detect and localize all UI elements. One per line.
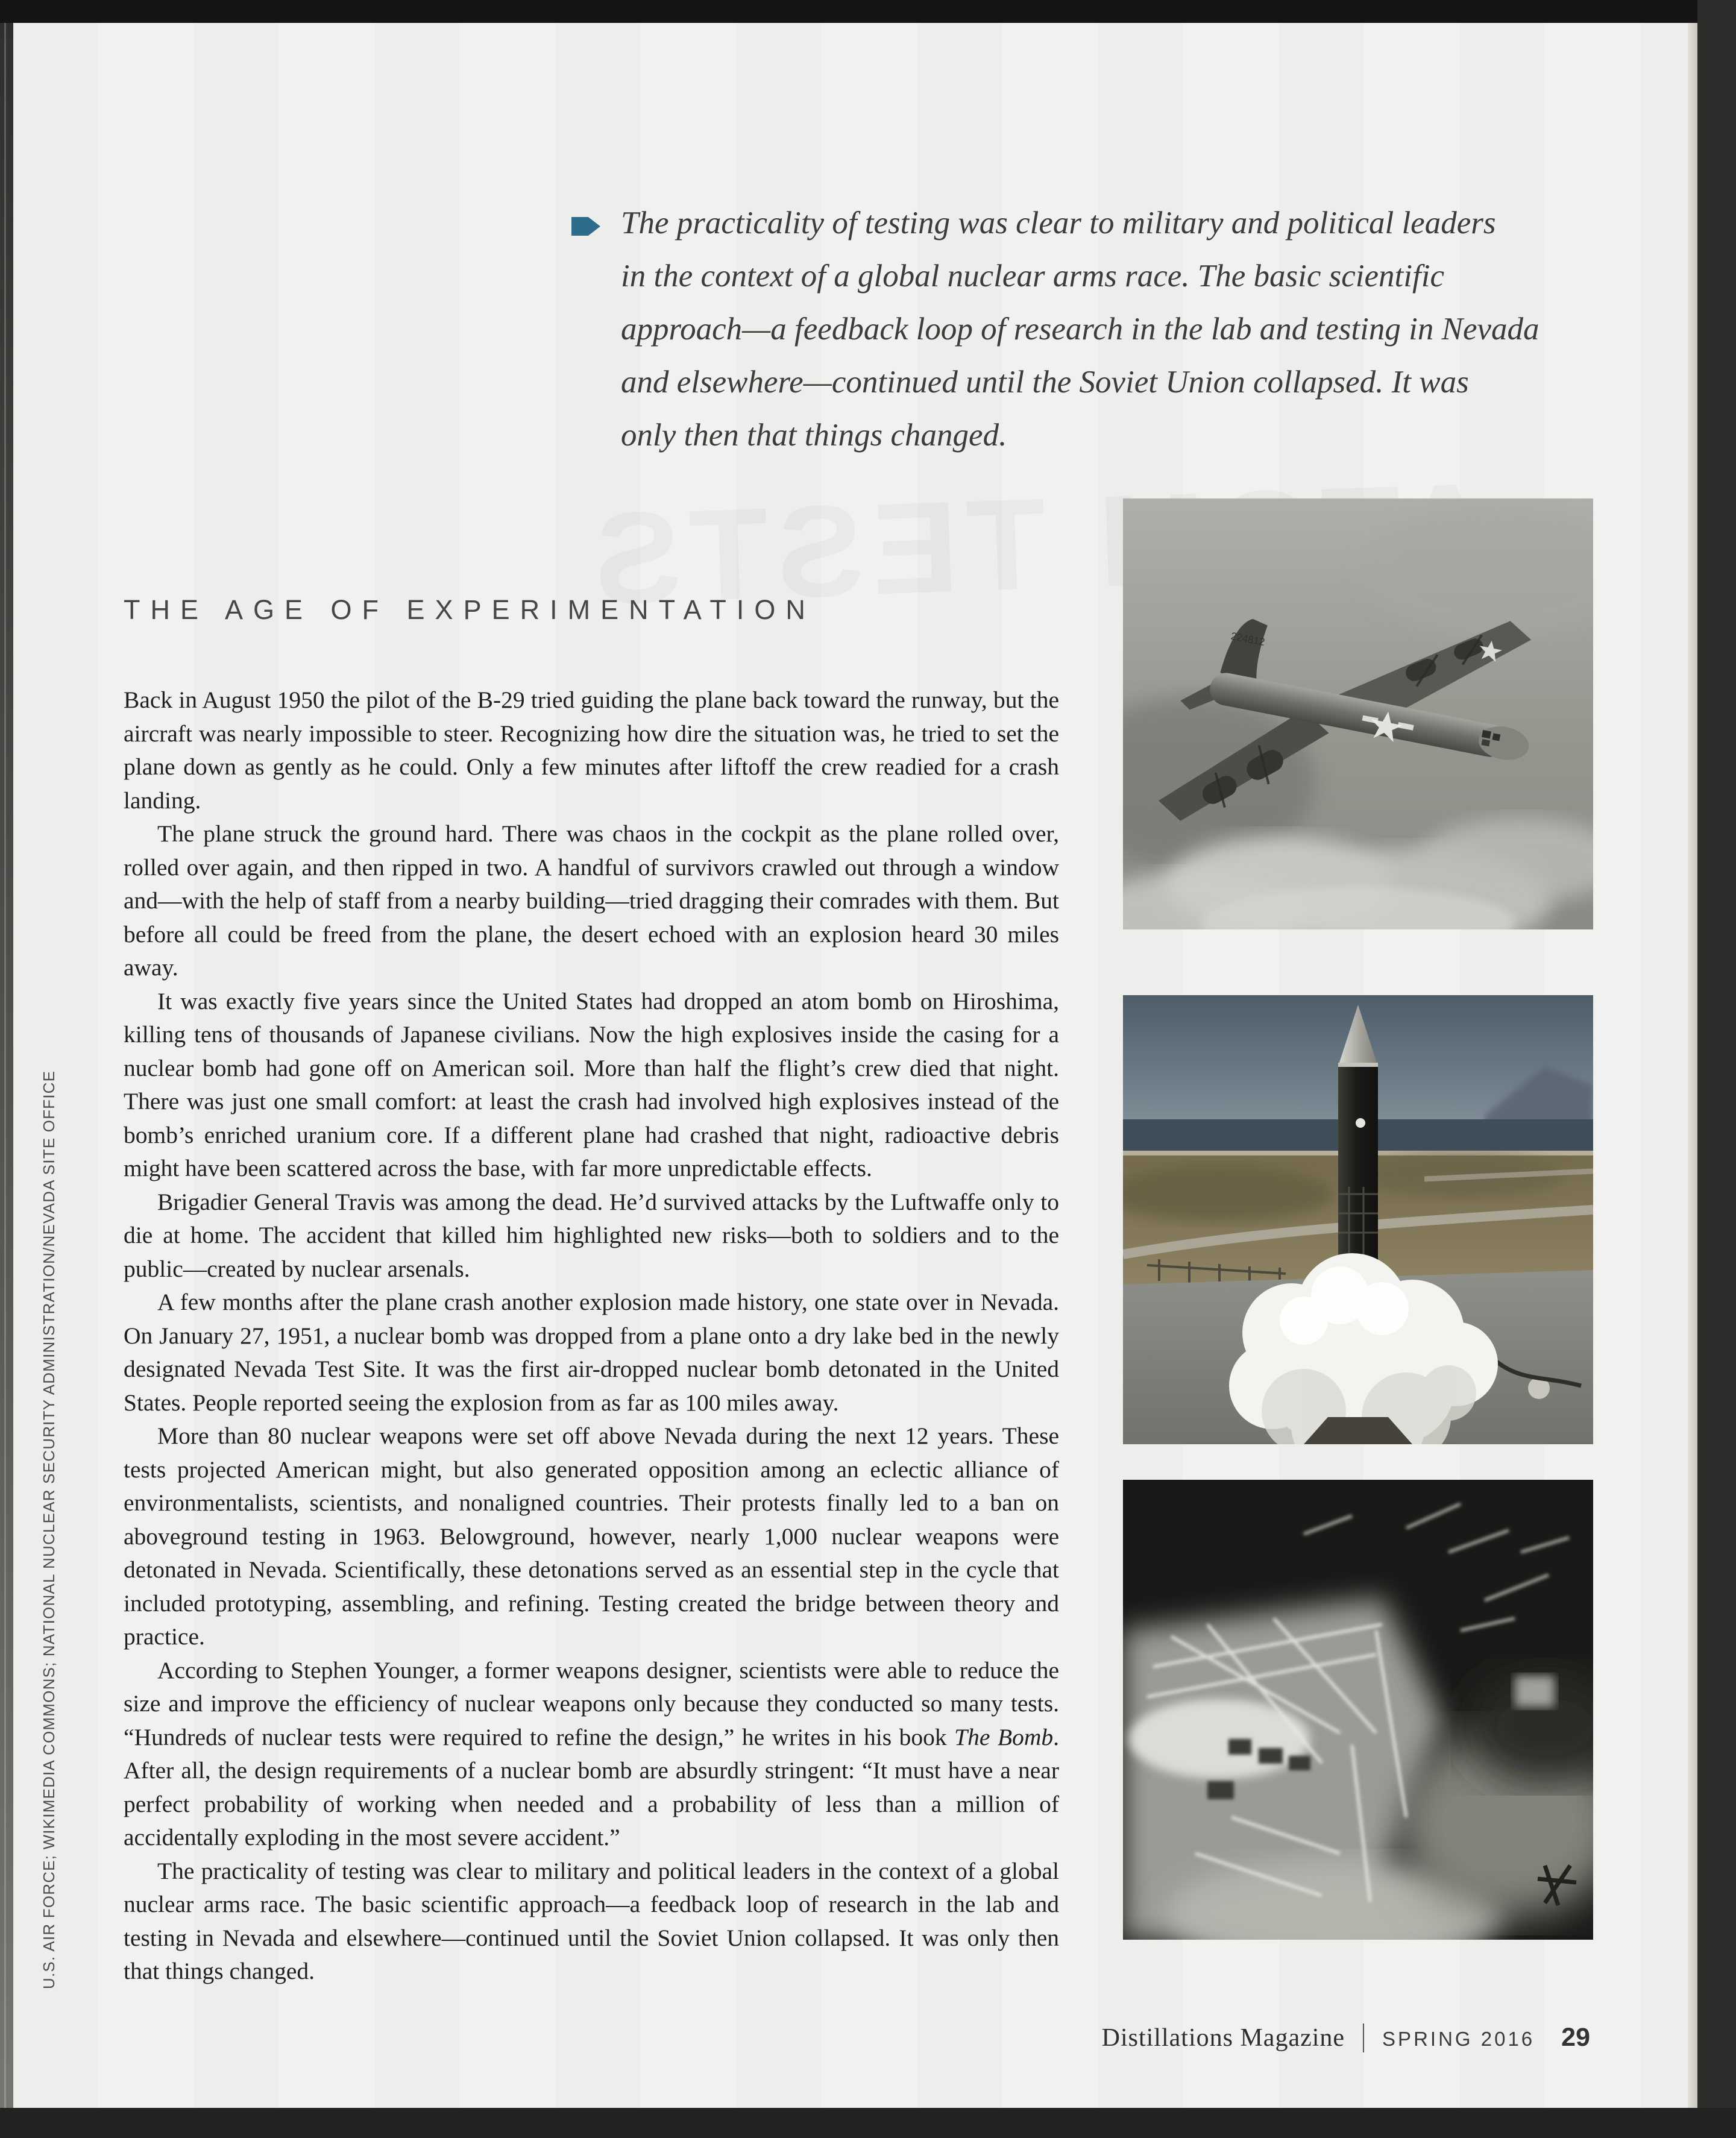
article-paragraph: A few months after the plane crash another explosion made history, one state over in Nevada. On January 27, 1951, a nuclear bomb was dropped from a plane onto a dry lake bed in the newly designated Nevada Test Site. It was the first air-dropped nuclear bomb detonated in the United States. People reported seeing the explosion from as far as 100 miles away. xyxy=(124,1289,1059,1416)
missile-launch-illustration xyxy=(1123,995,1593,1444)
article-paragraph: More than 80 nuclear weapons were set off above Nevada during the next 12 years. These tests projected American might, but also generated opposition among an eclectic alliance of environmentalists, scientists, and nonaligned countries. Their protests finally led to a ban on aboveground testing in 1963. Belowground, however, nearly 1,000 nuclear weapons were detonated in Nevada. Scientifically, these detonations served as an essential step in the cycle that included prototyping, assembling, and refining. Testing created the bridge between theory and practice. xyxy=(124,1423,1059,1650)
footer-divider xyxy=(1363,2023,1364,2052)
magazine-page xyxy=(13,23,1688,2108)
article-paragraph: According to Stephen Younger, a former weapons designer, scientists were able to reduce the size and improve the efficiency of nuclear weapons only because they conducted so many tests. “Hundreds of nuclear tests were required to refine the design,” he writes in his book The Bomb. After all, the design requirements of a nuclear bomb are absurdly stringent: “It must have a near perfect probability of working when needed and a probability of less than a million of accidentally exploding in the most severe accident.” xyxy=(124,1656,1059,1850)
b29-bomber-photo xyxy=(1123,498,1593,929)
article-paragraph: Back in August 1950 the pilot of the B-29 tried guiding the plane back toward the runway, but the aircraft was nearly impossible to steer. Recognizing how dire the situation was, he tried to set the plane down as gently as he could. Only a few minutes after liftoff the crew readied for a crash landing. xyxy=(124,687,1059,814)
scan-edge-bottom xyxy=(0,2108,1736,2138)
page-stack-edge xyxy=(1688,23,1697,2108)
pull-quote-arrow-icon xyxy=(571,217,600,236)
pull-quote-line: approach—a feedback loop of research in the lab and testing in Nevada xyxy=(621,312,1539,347)
article-paragraph: The plane struck the ground hard. There was chaos in the cockpit as the plane rolled over, rolled over again, and then ripped in two. A handful of survivors crawled out through a window and—with the help of staff from a nearby building—tried dragging their comrades with them. But before all could be freed from the plane, the desert echoed with an explosion heard 30 miles away. xyxy=(124,820,1059,981)
blast-test-photo xyxy=(1123,1480,1593,1940)
article-paragraph: It was exactly five years since the United States had dropped an atom bomb on Hiroshima, killing tens of thousands of Japanese civilians. Now the high explosives inside the casing for a nuclear bomb had gone off on American soil. More than half the flight’s crew died that night. There was just one small comfort: at least the crash had involved high explosives instead of the bomb’s enriched uranium core. If a different plane had crashed that night, radioactive debris might have been scattered across the base, with far more unpredictable effects. xyxy=(124,987,1059,1181)
magazine-name: Distillations Magazine xyxy=(1101,2024,1345,2052)
issue-label: SPRING 2016 xyxy=(1382,2028,1535,2050)
article-paragraph: Brigadier General Travis was among the dead. He’d survived attacks by the Luftwaffe only to die at home. The accident that killed him highlighted new risks—both to soldiers and to the public—created by nuclear arsenals. xyxy=(124,1188,1059,1282)
b29-tail-number: 224812 xyxy=(1230,630,1266,649)
scan-edge-top xyxy=(0,0,1736,23)
pull-quote-line: only then that things changed. xyxy=(621,418,1007,453)
missile-launch-photo xyxy=(1123,995,1593,1444)
section-heading: THE AGE OF EXPERIMENTATION xyxy=(124,594,816,625)
article-paragraph: The practicality of testing was clear to military and political leaders in the context of a global nuclear arms race. The basic scientific approach—a feedback loop of research in the lab and testing in Nevada and elsewhere—continued until the Soviet Union collapsed. It was only then that things changed. xyxy=(124,1857,1059,1984)
pull-quote-line: The practicality of testing was clear to military and political leaders xyxy=(621,206,1496,241)
book-spine-edge xyxy=(0,23,13,2108)
article-body xyxy=(124,684,1059,1989)
blast-test-illustration xyxy=(1123,1480,1593,1940)
pull-quote-line: in the context of a global nuclear arms race. The basic scientific xyxy=(621,259,1444,294)
page-footer xyxy=(1102,2023,1590,2052)
pull-quote-line: and elsewhere—continued until the Soviet Union collapsed. It was xyxy=(621,365,1469,400)
b29-bomber-illustration xyxy=(1123,498,1593,929)
scan-edge-right xyxy=(1697,0,1736,2138)
pull-quote xyxy=(621,197,1579,462)
photo-credit-vertical: U.S. AIR FORCE; WIKIMEDIA COMMONS; NATIONAL NUCLEAR SECURITY ADMINISTRATION/NEVADA SITE OFFICE xyxy=(40,1070,58,1989)
page-number: 29 xyxy=(1561,2023,1590,2052)
